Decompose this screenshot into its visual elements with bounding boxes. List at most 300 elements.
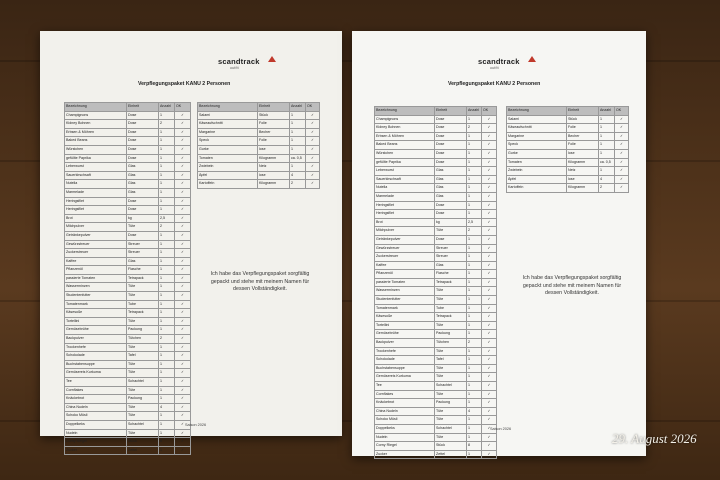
table-row: [65, 283, 191, 292]
note-line: dessen Vollständigkeit.: [545, 290, 599, 296]
item-unit: Tafel: [127, 352, 159, 361]
item-name: Tortellini: [65, 317, 127, 326]
item-quantity: 1: [467, 210, 482, 219]
table-row: [507, 115, 629, 124]
check-mark-icon: ✓: [482, 201, 497, 210]
item-name: Pflanzenöl: [375, 270, 435, 279]
table-row: [65, 197, 191, 206]
fresh-items-table: [197, 102, 320, 189]
check-mark-icon: ✓: [482, 356, 497, 365]
item-quantity: 1: [159, 154, 175, 163]
check-mark-icon: ✓: [615, 167, 629, 176]
item-quantity: 1: [159, 326, 175, 335]
item-unit: Tube: [435, 304, 467, 313]
check-mark-icon: ✓: [175, 274, 191, 283]
table-row: [65, 111, 191, 120]
item-unit: Dose: [435, 235, 467, 244]
item-unit: Folie: [258, 137, 290, 146]
item-unit: Zettel: [435, 450, 467, 459]
item-name: Nudeln: [375, 433, 435, 442]
item-quantity: 1: [467, 296, 482, 305]
item-name: Tee: [65, 378, 127, 387]
note-line: Ich habe das Verpflegungspaket sorgfältig: [210, 271, 310, 277]
item-unit: lose: [567, 175, 599, 184]
table-row: [375, 321, 497, 330]
check-mark-icon: ✓: [175, 171, 191, 180]
item-name: Corny Riegel: [375, 442, 435, 451]
item-name: Marmelade: [65, 188, 127, 197]
item-unit: Glas: [127, 171, 159, 180]
table-row: [198, 145, 320, 154]
table-row: [375, 364, 497, 373]
table-row: [65, 326, 191, 335]
table-row: [198, 154, 320, 163]
item-name: Backpulver: [375, 339, 435, 348]
item-name: Erbsen & Möhren: [375, 132, 435, 141]
table-row: [375, 210, 497, 219]
check-mark-icon: ✓: [175, 317, 191, 326]
table-row: [65, 249, 191, 258]
item-name: Gewürzstreuer: [65, 240, 127, 249]
item-quantity: 1: [159, 378, 175, 387]
table-row: [507, 167, 629, 176]
check-mark-icon: ✓: [306, 145, 320, 154]
item-quantity: ca. 0,5: [599, 158, 615, 167]
table-row: [65, 420, 191, 429]
table-row: [375, 433, 497, 442]
check-mark-icon: ✓: [482, 433, 497, 442]
table-row: [65, 335, 191, 344]
item-name: Champignons: [65, 111, 127, 120]
column-header: Anzahl: [159, 103, 175, 112]
item-quantity: 1: [467, 304, 482, 313]
table-header-row: [198, 103, 320, 112]
item-name: Kaffee: [65, 257, 127, 266]
item-name: Sauerkirschsaft: [375, 175, 435, 184]
check-mark-icon: ✓: [482, 270, 497, 279]
check-mark-icon: ✓: [482, 175, 497, 184]
document-title: Verpflegungspaket KANU 2 Personen: [448, 81, 541, 87]
item-unit: Netz: [258, 163, 290, 172]
check-mark-icon: ✓: [175, 154, 191, 163]
table-row: [65, 214, 191, 223]
item-quantity: 1: [467, 399, 482, 408]
item-unit: lose: [258, 171, 290, 180]
check-mark-icon: ✓: [482, 390, 497, 399]
item-unit: Tüte: [435, 416, 467, 425]
item-name: China Nudeln: [65, 403, 127, 412]
check-mark-icon: ✓: [175, 283, 191, 292]
item-unit: Tetrapack: [435, 278, 467, 287]
check-mark-icon: ✓: [482, 244, 497, 253]
check-mark-icon: ✓: [175, 403, 191, 412]
check-mark-icon: ✓: [175, 378, 191, 387]
check-mark-icon: ✓: [175, 145, 191, 154]
check-mark-icon: ✓: [482, 158, 497, 167]
table-header-row: [65, 103, 191, 112]
item-name: Zwiebeln: [507, 167, 567, 176]
item-name: Trockenhefe: [375, 347, 435, 356]
item-name: Doppelkeks: [65, 420, 127, 429]
signature-note: [502, 275, 642, 298]
item-quantity: 2: [159, 335, 175, 344]
table-row: [507, 175, 629, 184]
check-mark-icon: ✓: [615, 149, 629, 158]
table-row: [375, 330, 497, 339]
table-row: [65, 188, 191, 197]
column-header: Einheit: [127, 103, 159, 112]
check-mark-icon: ✓: [482, 339, 497, 348]
table-row: [375, 124, 497, 133]
check-mark-icon: ✓: [175, 257, 191, 266]
check-mark-icon: ✓: [482, 321, 497, 330]
item-name: Knäckebrot: [375, 399, 435, 408]
item-name: Kaffee: [375, 261, 435, 270]
table-row: [65, 137, 191, 146]
check-mark-icon: ✓: [306, 163, 320, 172]
item-unit: Becher: [567, 132, 599, 141]
item-unit: Tüte: [435, 227, 467, 236]
item-unit: Tüte: [127, 403, 159, 412]
check-mark-icon: ✓: [175, 412, 191, 421]
check-mark-icon: ✓: [482, 235, 497, 244]
column-header: Bezeichnung: [65, 103, 127, 112]
item-unit: Flasche: [127, 266, 159, 275]
check-mark-icon: ✓: [482, 115, 497, 124]
column-header: Bezeichnung: [198, 103, 258, 112]
item-quantity: 2: [159, 223, 175, 232]
item-name: Cornflakes: [65, 386, 127, 395]
item-unit: kg: [435, 218, 467, 227]
check-mark-icon: ✓: [175, 335, 191, 344]
check-mark-icon: ✓: [482, 450, 497, 459]
item-quantity: 1: [467, 270, 482, 279]
item-quantity: 1: [159, 188, 175, 197]
table-row: [65, 128, 191, 137]
item-quantity: 2: [290, 180, 306, 189]
item-quantity: 1: [159, 309, 175, 318]
item-unit: Glas: [127, 257, 159, 266]
item-quantity: 1: [159, 343, 175, 352]
table-header-row: [507, 107, 629, 116]
item-name: Gurke: [198, 145, 258, 154]
item-quantity: 1: [467, 184, 482, 193]
item-quantity: 1: [159, 420, 175, 429]
item-name: Käseaufschnitt: [507, 124, 567, 133]
document-title: Verpflegungspaket KANU 2 Personen: [138, 81, 231, 87]
brand-name: scandtrack: [478, 57, 520, 66]
table-row: [375, 261, 497, 270]
item-name: Tomaten: [507, 158, 567, 167]
table-row: [507, 141, 629, 150]
item-unit: Tüte: [127, 360, 159, 369]
check-mark-icon: ✓: [482, 407, 497, 416]
item-quantity: 1: [467, 287, 482, 296]
item-quantity: 8: [467, 442, 482, 451]
item-name: Gemüsereis Kurkuma: [65, 369, 127, 378]
item-unit: Dose: [435, 124, 467, 133]
check-mark-icon: ✓: [482, 424, 497, 433]
table-row: [65, 154, 191, 163]
column-header: Einheit: [435, 107, 467, 116]
item-unit: Dose: [127, 154, 159, 163]
item-unit: Schachtel: [127, 420, 159, 429]
check-mark-icon: ✓: [482, 167, 497, 176]
check-mark-icon: ✓: [306, 120, 320, 129]
table-row: [65, 352, 191, 361]
item-quantity: 1: [159, 206, 175, 215]
table-row: [65, 412, 191, 421]
table-row: [375, 167, 497, 176]
item-quantity: 1: [290, 163, 306, 172]
item-quantity: 2: [599, 184, 615, 193]
brand-sub: outfit: [490, 66, 499, 70]
item-quantity: 1: [159, 128, 175, 137]
table-row: [65, 300, 191, 309]
item-quantity: 1: [599, 115, 615, 124]
table-row: [65, 369, 191, 378]
table-row: [198, 180, 320, 189]
table-row: [375, 278, 497, 287]
item-quantity: 1: [159, 274, 175, 283]
brand-sub: outfit: [230, 66, 239, 70]
column-header: Einheit: [258, 103, 290, 112]
item-quantity: 1: [467, 235, 482, 244]
table-row: [375, 296, 497, 305]
item-unit: Glas: [435, 261, 467, 270]
item-quantity: 1: [159, 240, 175, 249]
check-mark-icon: ✓: [482, 227, 497, 236]
check-mark-icon: ✓: [175, 180, 191, 189]
note-line: dessen Vollständigkeit.: [233, 286, 287, 292]
item-name: Schokolade: [375, 356, 435, 365]
item-unit: Dose: [127, 111, 159, 120]
item-unit: Tüte: [127, 292, 159, 301]
check-mark-icon: ✓: [175, 300, 191, 309]
item-name: Brot: [375, 218, 435, 227]
item-quantity: 1: [467, 132, 482, 141]
item-unit: Glas: [127, 163, 159, 172]
item-name: Tomatenmark: [65, 300, 127, 309]
check-mark-icon: ✓: [175, 214, 191, 223]
item-name: Gemüsebrühe: [65, 326, 127, 335]
item-unit: Tüte: [127, 343, 159, 352]
item-quantity: 1: [159, 300, 175, 309]
check-mark-icon: ✓: [615, 124, 629, 133]
item-unit: Dose: [127, 231, 159, 240]
table-row: [65, 395, 191, 404]
check-mark-icon: ✓: [175, 111, 191, 120]
check-mark-icon: ✓: [482, 382, 497, 391]
item-name: Studentenfutter: [375, 296, 435, 305]
check-mark-icon: ✓: [482, 253, 497, 262]
item-quantity: 1: [159, 352, 175, 361]
item-unit: Dose: [435, 201, 467, 210]
check-mark-icon: ✓: [175, 309, 191, 318]
check-mark-icon: ✓: [306, 137, 320, 146]
item-name: Leberwurst: [65, 163, 127, 172]
item-unit: Dose: [127, 137, 159, 146]
check-mark-icon: ✓: [482, 261, 497, 270]
table-row: [507, 124, 629, 133]
table-row: [375, 373, 497, 382]
table-row: [65, 266, 191, 275]
item-name: Kidney Bohnen: [375, 124, 435, 133]
check-mark-icon: ✓: [175, 240, 191, 249]
item-unit: Dose: [127, 197, 159, 206]
item-quantity: 1: [467, 382, 482, 391]
item-name: Kartoffeln: [507, 184, 567, 193]
item-name: Corny Riegel: [65, 438, 127, 447]
check-mark-icon: ✓: [615, 158, 629, 167]
check-mark-icon: ✓: [175, 326, 191, 335]
item-name: Schoko Müsli: [65, 412, 127, 421]
check-mark-icon: ✓: [615, 115, 629, 124]
check-mark-icon: ✓: [175, 386, 191, 395]
item-unit: Tüte: [435, 321, 467, 330]
item-unit: Tüte: [127, 386, 159, 395]
item-unit: Tüte: [127, 369, 159, 378]
signature-note: [190, 271, 330, 294]
check-mark-icon: ✓: [306, 128, 320, 137]
check-mark-icon: ✓: [482, 192, 497, 201]
table-row: [375, 201, 497, 210]
item-quantity: 1: [599, 132, 615, 141]
table-row: [198, 171, 320, 180]
table-row: [65, 240, 191, 249]
item-quantity: 1: [159, 249, 175, 258]
check-mark-icon: ✓: [615, 141, 629, 150]
item-name: Erbsen & Möhren: [65, 128, 127, 137]
table-row: [375, 407, 497, 416]
item-name: China Nudeln: [375, 407, 435, 416]
item-unit: kg: [127, 214, 159, 223]
item-quantity: 1: [290, 137, 306, 146]
item-quantity: 1: [467, 390, 482, 399]
item-unit: Dose: [435, 158, 467, 167]
item-unit: Kilogramm: [567, 184, 599, 193]
item-unit: Glas: [435, 175, 467, 184]
item-name: Speck: [198, 137, 258, 146]
item-name: Käsesoße: [375, 313, 435, 322]
item-quantity: ca. 0,5: [290, 154, 306, 163]
item-name: Salami: [507, 115, 567, 124]
table-row: [65, 403, 191, 412]
table-row: [375, 339, 497, 348]
item-name: Sauerkirschsaft: [65, 171, 127, 180]
item-quantity: 1: [159, 266, 175, 275]
item-quantity: 1: [467, 364, 482, 373]
check-mark-icon: ✓: [482, 132, 497, 141]
table-row: [65, 145, 191, 154]
item-quantity: 1: [467, 175, 482, 184]
item-name: gefüllte Paprika: [65, 154, 127, 163]
item-quantity: 1: [467, 278, 482, 287]
main-items-table: [64, 102, 191, 455]
item-quantity: 1: [159, 231, 175, 240]
check-mark-icon: ✓: [306, 171, 320, 180]
item-name: Tee: [375, 382, 435, 391]
item-unit: lose: [567, 149, 599, 158]
check-mark-icon: ✓: [482, 416, 497, 425]
item-unit: lose: [258, 145, 290, 154]
table-row: [65, 360, 191, 369]
brand-mark-icon: [268, 56, 276, 62]
check-mark-icon: ✓: [482, 399, 497, 408]
item-quantity: 1: [159, 283, 175, 292]
table-row: [65, 223, 191, 232]
item-unit: Schachtel: [127, 378, 159, 387]
check-mark-icon: ✓: [175, 369, 191, 378]
item-unit: Packung: [435, 330, 467, 339]
item-unit: Tafel: [435, 356, 467, 365]
item-name: Heringsfilet: [65, 206, 127, 215]
item-quantity: 1: [159, 386, 175, 395]
item-quantity: 1: [467, 253, 482, 262]
check-mark-icon: ✓: [482, 347, 497, 356]
item-unit: Glas: [435, 184, 467, 193]
check-mark-icon: ✓: [175, 188, 191, 197]
item-name: Schokolade: [65, 352, 127, 361]
item-unit: Tüte: [435, 373, 467, 382]
item-unit: Folie: [567, 124, 599, 133]
brand-name: scandtrack: [218, 57, 260, 66]
item-name: Würstchen: [65, 145, 127, 154]
item-unit: Streuer: [435, 253, 467, 262]
item-quantity: 1: [467, 373, 482, 382]
table-row: [375, 313, 497, 322]
column-header: OK: [306, 103, 320, 112]
item-name: Nutella: [65, 180, 127, 189]
check-mark-icon: ✓: [175, 438, 191, 447]
check-mark-icon: ✓: [482, 287, 497, 296]
table-row: [507, 149, 629, 158]
item-quantity: 1: [467, 115, 482, 124]
table-row: [375, 450, 497, 459]
item-unit: Tetrapack: [435, 313, 467, 322]
item-quantity: 1: [159, 180, 175, 189]
item-unit: Tüte: [435, 347, 467, 356]
item-name: Käsesoße: [65, 309, 127, 318]
item-quantity: 1: [159, 257, 175, 266]
item-name: Würstchen: [375, 149, 435, 158]
check-mark-icon: ✓: [482, 149, 497, 158]
item-quantity: 1: [159, 360, 175, 369]
item-quantity: 1: [159, 111, 175, 120]
item-quantity: 2: [467, 339, 482, 348]
column-header: Bezeichnung: [507, 107, 567, 116]
check-mark-icon: ✓: [175, 163, 191, 172]
table-row: [65, 429, 191, 438]
check-mark-icon: ✓: [175, 429, 191, 438]
item-unit: Stück: [435, 442, 467, 451]
item-name: Pflanzenöl: [65, 266, 127, 275]
table-row: [65, 378, 191, 387]
table-row: [507, 158, 629, 167]
item-quantity: 1: [290, 128, 306, 137]
column-header: Anzahl: [599, 107, 615, 116]
item-name: Tomaten: [198, 154, 258, 163]
table-row: [65, 292, 191, 301]
item-unit: Dose: [435, 132, 467, 141]
item-quantity: 1: [159, 429, 175, 438]
item-unit: Packung: [127, 395, 159, 404]
check-mark-icon: ✓: [175, 231, 191, 240]
item-unit: Glas: [127, 188, 159, 197]
item-name: Gewürzstreuer: [375, 244, 435, 253]
table-row: [198, 128, 320, 137]
item-name: Milchpulver: [375, 227, 435, 236]
